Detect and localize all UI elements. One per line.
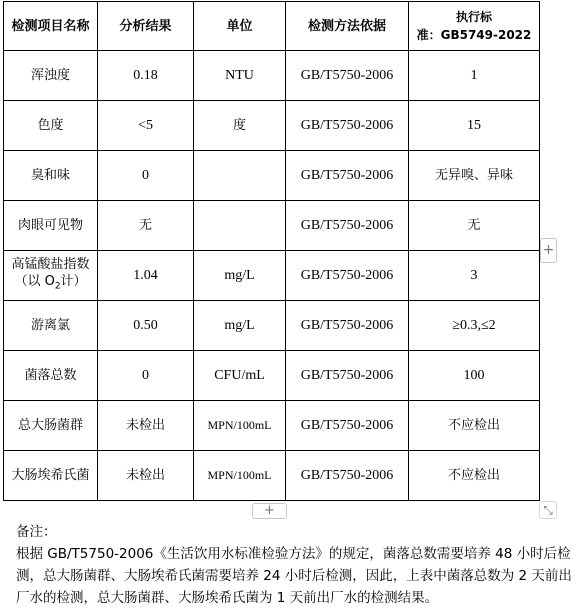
cell-item[interactable]: 臭和味 [4,151,98,201]
cell-item[interactable]: 总大肠菌群 [4,401,98,451]
table-row [4,401,540,451]
table-header-row [4,2,540,51]
cell-standard[interactable]: 1 [409,51,540,101]
cell-item-line2 [6,273,95,296]
cell-unit[interactable]: CFU/mL [194,351,286,401]
cell-standard[interactable]: 不应检出 [409,401,540,451]
notes-section [16,521,572,609]
resize-icon: ⤡ [543,503,553,517]
table-row [4,101,540,151]
cell-result[interactable]: 1.04 [98,251,194,301]
cell-method[interactable]: GB/T5750-2006 [286,151,409,201]
cell-unit[interactable]: MPN/100mL [194,401,286,451]
cell-unit[interactable]: mg/L [194,301,286,351]
add-row-button[interactable] [252,503,287,519]
cell-method[interactable]: GB/T5750-2006 [286,101,409,151]
table-row [4,151,540,201]
cell-item[interactable]: 菌落总数 [4,351,98,401]
cell-result[interactable]: 0.18 [98,51,194,101]
cell-item[interactable]: 游离氯 [4,301,98,351]
results-table-wrapper [3,1,539,499]
cell-method[interactable]: GB/T5750-2006 [286,201,409,251]
cell-method[interactable]: GB/T5750-2006 [286,451,409,501]
cell-standard[interactable]: 无 [409,201,540,251]
cell-result[interactable]: 未检出 [98,401,194,451]
cell-standard[interactable]: 3 [409,251,540,301]
cell-standard[interactable]: 100 [409,351,540,401]
header-standard-line2: 准：GB5749-2022 [416,28,532,42]
cell-standard[interactable]: 不应检出 [409,451,540,501]
cell-item[interactable]: 肉眼可见物 [4,201,98,251]
cell-unit[interactable]: 度 [194,101,286,151]
cell-method[interactable]: GB/T5750-2006 [286,251,409,301]
notes-label: 备注： [16,524,57,540]
cell-result[interactable]: <5 [98,101,194,151]
header-result: 分析结果 [98,2,194,51]
table-row [4,251,540,301]
cell-unit[interactable]: MPN/100mL [194,451,286,501]
notes-text: 根据 GB/T5750-2006《生活饮用水标准检验方法》的规定，菌落总数需要培养 48 小时后检测，总大肠菌群、大肠埃希氏菌需要培养 24 小时后检测，因此，上表中菌落总数为 2 天前出厂水的检测，总大肠菌群、大肠埃希氏菌为 1 天前出厂水的检测结果。 [16,546,572,606]
table-row [4,351,540,401]
table-resize-handle[interactable] [539,501,557,519]
cell-method[interactable]: GB/T5750-2006 [286,401,409,451]
cell-item-line2-pre: （以 O [14,273,55,289]
header-method: 检测方法依据 [286,2,409,51]
cell-unit[interactable] [194,151,286,201]
header-unit: 单位 [194,2,286,51]
plus-icon: + [264,503,275,518]
cell-standard[interactable]: 无异嗅、异味 [409,151,540,201]
cell-unit[interactable]: mg/L [194,251,286,301]
cell-unit[interactable]: NTU [194,51,286,101]
table-row [4,301,540,351]
cell-unit[interactable] [194,201,286,251]
add-column-button[interactable] [540,238,557,263]
cell-item-line1: 高锰酸盐指数 [11,256,90,272]
table-row [4,51,540,101]
cell-item-subscript: 2 [54,281,61,292]
cell-item[interactable]: 浑浊度 [4,51,98,101]
cell-method[interactable]: GB/T5750-2006 [286,351,409,401]
cell-method[interactable]: GB/T5750-2006 [286,301,409,351]
cell-item[interactable]: 大肠埃希氏菌 [4,451,98,501]
cell-result[interactable]: 0.50 [98,301,194,351]
cell-item[interactable] [4,251,98,301]
cell-result[interactable]: 0 [98,351,194,401]
cell-item-line2-post: 计） [60,273,87,289]
cell-standard[interactable]: 15 [409,101,540,151]
cell-standard[interactable]: ≥0.3,≤2 [409,301,540,351]
cell-method[interactable]: GB/T5750-2006 [286,51,409,101]
header-standard [409,2,540,51]
header-item-name: 检测项目名称 [4,2,98,51]
cell-result[interactable]: 无 [98,201,194,251]
table-row [4,451,540,501]
cell-item[interactable]: 色度 [4,101,98,151]
plus-icon: + [542,242,555,258]
cell-result[interactable]: 未检出 [98,451,194,501]
cell-result[interactable]: 0 [98,151,194,201]
header-standard-line1: 执行标 [455,10,492,24]
results-table [3,1,540,501]
table-row [4,201,540,251]
